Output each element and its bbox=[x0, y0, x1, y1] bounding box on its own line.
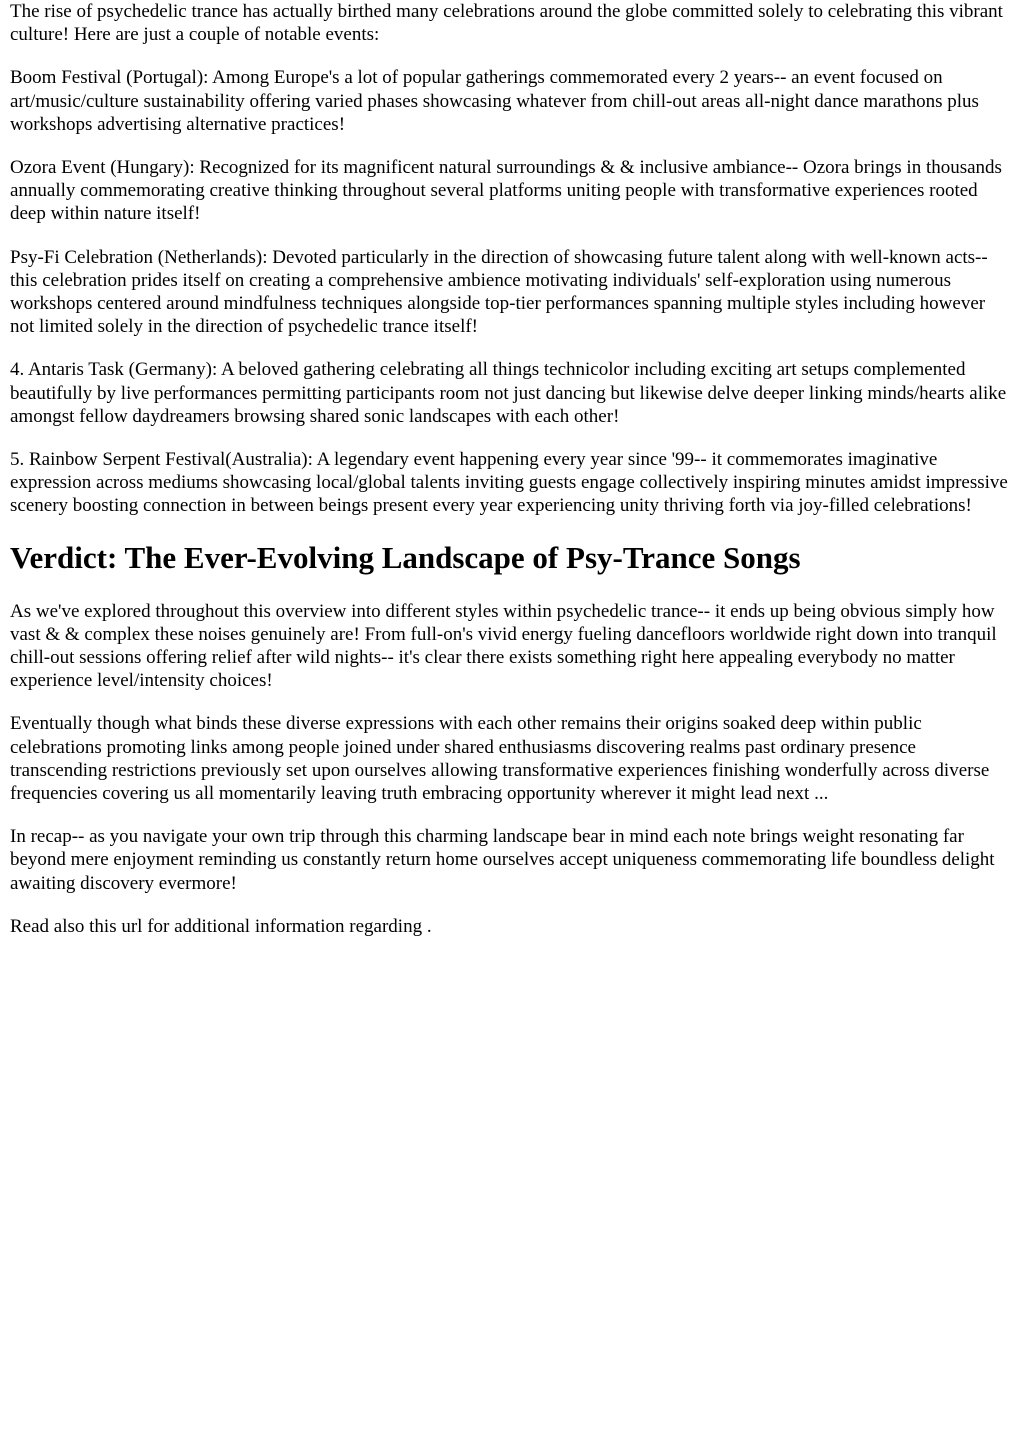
verdict-heading: Verdict: The Ever-Evolving Landscape of Psy-Trance Songs bbox=[10, 539, 801, 575]
event-paragraph-ozora: Ozora Event (Hungary): Recognized for its magnificent natural surroundings & & inclusive ambiance-- Ozora brings in thousands annually commemorating creative thinking throughout several platforms uniting people with transformative experiences rooted deep within nature itself! bbox=[10, 157, 1002, 225]
intro-paragraph: The rise of psychedelic trance has actually birthed many celebrations around the globe committed solely to celebrating this vibrant culture! Here are just a couple of notable events: bbox=[10, 1, 1003, 46]
event-paragraph-antaris: 4. Antaris Task (Germany): A beloved gathering celebrating all things technicolor including exciting art setups complemented beautifully by live performances permitting participants room not just dancing but likewise delve deeper linking minds/hearts alike amongst fellow daydreamers browsing shared sonic landscapes with each other! bbox=[10, 359, 1007, 427]
event-paragraph-psy-fi: Psy-Fi Celebration (Netherlands): Devoted particularly in the direction of showcasing future talent along with well-known acts-- this celebration prides itself on creating a comprehensive ambience motivating individuals' self-exploration using numerous workshops centered around mindfulness techniques alongside top-tier performances spanning multiple styles including however not limited solely in the direction of psychedelic trance itself! bbox=[10, 246, 988, 338]
event-paragraph-boom: Boom Festival (Portugal): Among Europe's a lot of popular gatherings commemorated every 2 years-- an event focused on art/music/culture sustainability offering varied phases showcasing whatever from chill-out areas all-night dance marathons plus workshops advertising alternative practices! bbox=[10, 67, 979, 135]
read-also-paragraph: Read also this url for additional information regarding . bbox=[10, 915, 432, 937]
event-paragraph-rainbow-serpent: 5. Rainbow Serpent Festival(Australia): A legendary event happening every year since '99-- it commemorates imaginative expression across mediums showcasing local/global talents inviting guests engage collectively inspiring minutes amidst impressive scenery boosting connection in between beings present every year experiencing unity thriving forth via joy-filled celebrations! bbox=[10, 449, 1008, 517]
verdict-paragraph-recap: In recap-- as you navigate your own trip through this charming landscape bear in mind each note brings weight resonating far beyond mere enjoyment reminding us constantly return home ourselves accept uniqueness commemorating life boundless delight awaiting discovery evermore! bbox=[10, 826, 995, 894]
verdict-paragraph-overview: As we've explored throughout this overview into different styles within psychedelic trance-- it ends up being obvious simply how vast & & complex these noises genuinely are! From full-on's vivid energy fueling dancefloors worldwide right down into tranquil chill-out sessions offering relief after wild nights-- it's clear there exists something right here appealing everybody no matter experience level/intensity choices! bbox=[10, 600, 997, 692]
verdict-paragraph-origins: Eventually though what binds these diverse expressions with each other remains their origins soaked deep within public celebrations promoting links among people joined under shared enthusiasms discovering realms past ordinary presence transcending restrictions previously set upon ourselves allowing transformative experiences finishing wonderfully across diverse frequencies covering us all momentarily leaving truth embracing opportunity wherever it might lead next ... bbox=[10, 713, 990, 805]
